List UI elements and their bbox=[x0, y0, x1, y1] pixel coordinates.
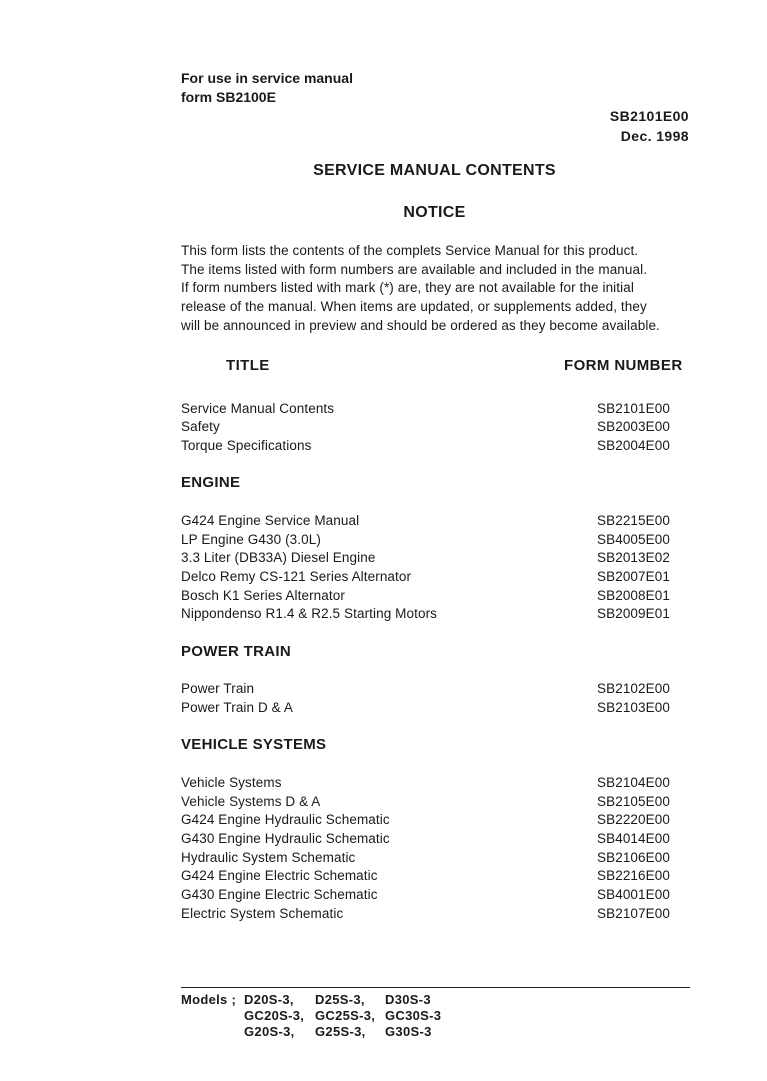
section-heading-vehicle-systems: VEHICLE SYSTEMS bbox=[181, 736, 327, 753]
contents-item-title: Vehicle Systems bbox=[181, 775, 282, 790]
contents-item-title: Nippondenso R1.4 & R2.5 Starting Motors bbox=[181, 606, 438, 621]
column-header-title: TITLE bbox=[226, 357, 270, 374]
contents-item-form: SB2009E01 bbox=[597, 606, 670, 621]
contents-item-form: SB2004E00 bbox=[597, 438, 670, 453]
contents-item-form: SB2220E00 bbox=[597, 812, 670, 827]
model-code: GC30S-3 bbox=[385, 1008, 442, 1023]
model-code: G30S-3 bbox=[385, 1024, 432, 1039]
contents-item-title: G430 Engine Electric Schematic bbox=[181, 887, 378, 902]
contents-item-title: Power Train bbox=[181, 681, 255, 696]
models-block bbox=[181, 992, 481, 1042]
contents-item-title: G424 Engine Hydraulic Schematic bbox=[181, 812, 390, 827]
contents-item-form: SB4001E00 bbox=[597, 887, 670, 902]
model-code: G20S-3, bbox=[244, 1024, 295, 1039]
contents-item-form: SB2106E00 bbox=[597, 850, 670, 865]
contents-item-title: Delco Remy CS-121 Series Alternator bbox=[181, 569, 412, 584]
contents-item-title: 3.3 Liter (DB33A) Diesel Engine bbox=[181, 550, 376, 565]
model-code: GC25S-3, bbox=[315, 1008, 376, 1023]
contents-item-form: SB2105E00 bbox=[597, 794, 670, 809]
contents-item-form: SB2107E00 bbox=[597, 906, 670, 921]
usage-line-2: form SB2100E bbox=[181, 89, 276, 105]
usage-line-1: For use in service manual bbox=[181, 70, 353, 86]
contents-item-title: Vehicle Systems D & A bbox=[181, 794, 321, 809]
contents-item-form: SB2104E00 bbox=[597, 775, 670, 790]
contents-item-form: SB2003E00 bbox=[597, 419, 670, 434]
contents-item-form: SB2102E00 bbox=[597, 681, 670, 696]
notice-line: If form numbers listed with mark (*) are, they are not available for the initial bbox=[181, 280, 634, 296]
notice-heading: NOTICE bbox=[403, 204, 466, 221]
model-code: G25S-3, bbox=[315, 1024, 366, 1039]
contents-item-form: SB4014E00 bbox=[597, 831, 670, 846]
contents-item-title: Hydraulic System Schematic bbox=[181, 850, 356, 865]
notice-body bbox=[181, 242, 660, 336]
models-label: Models ; bbox=[181, 992, 237, 1007]
usage-note bbox=[181, 69, 353, 107]
notice-line: The items listed with form numbers are available and included in the manual. bbox=[181, 261, 648, 277]
contents-item-title: G430 Engine Hydraulic Schematic bbox=[181, 831, 390, 846]
contents-item-title: Service Manual Contents bbox=[181, 401, 335, 416]
document-date: Dec. 1998 bbox=[620, 127, 689, 144]
model-code: D20S-3, bbox=[244, 992, 294, 1007]
document-id-block bbox=[610, 107, 689, 146]
notice-line: will be announced in preview and should be ordered as they become available. bbox=[181, 317, 660, 333]
contents-item-title: G424 Engine Electric Schematic bbox=[181, 868, 378, 883]
contents-item-form: SB2101E00 bbox=[597, 401, 670, 416]
contents-item-title: LP Engine G430 (3.0L) bbox=[181, 532, 321, 547]
column-header-form-number: FORM NUMBER bbox=[564, 357, 683, 374]
notice-line: This form lists the contents of the complets Service Manual for this product. bbox=[181, 243, 639, 258]
contents-item-title: G424 Engine Service Manual bbox=[181, 513, 360, 528]
contents-item-title: Safety bbox=[181, 419, 220, 434]
model-code: D25S-3, bbox=[315, 992, 365, 1007]
notice-line: release of the manual. When items are updated, or supplements added, they bbox=[181, 299, 647, 315]
section-heading-engine: ENGINE bbox=[181, 474, 241, 491]
contents-item-form: SB4005E00 bbox=[597, 532, 670, 547]
model-code: D30S-3 bbox=[385, 992, 431, 1007]
contents-item-title: Bosch K1 Series Alternator bbox=[181, 588, 345, 603]
model-code: GC20S-3, bbox=[244, 1008, 305, 1023]
contents-item-title: Torque Specifications bbox=[181, 438, 312, 453]
footer-divider bbox=[181, 987, 690, 988]
contents-item-form: SB2007E01 bbox=[597, 569, 670, 584]
page-title: SERVICE MANUAL CONTENTS bbox=[313, 162, 556, 179]
contents-item-title: Power Train D & A bbox=[181, 700, 293, 715]
document-number: SB2101E00 bbox=[609, 108, 689, 124]
contents-item-form: SB2103E00 bbox=[597, 700, 670, 715]
section-heading-power-train: POWER TRAIN bbox=[181, 643, 291, 660]
contents-item-form: SB2008E01 bbox=[597, 588, 670, 603]
contents-item-title: Electric System Schematic bbox=[181, 906, 344, 921]
contents-item-form: SB2013E02 bbox=[597, 550, 670, 565]
contents-item-form: SB2216E00 bbox=[597, 868, 670, 883]
contents-item-form: SB2215E00 bbox=[597, 513, 670, 528]
